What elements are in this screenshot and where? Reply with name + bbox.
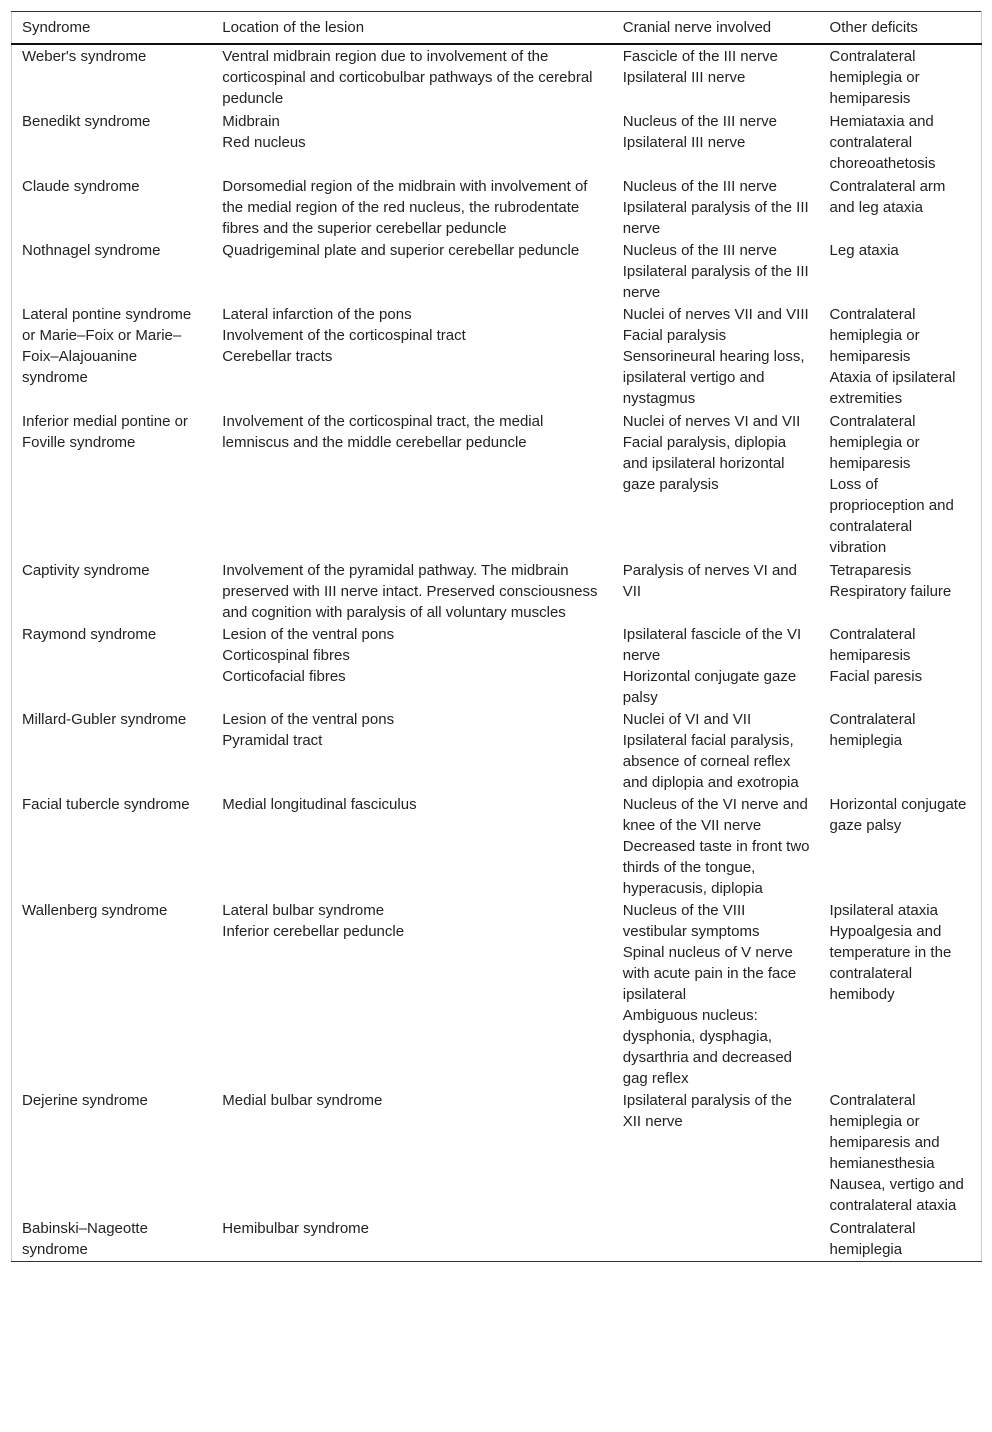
syndrome-cell: Claude syndrome: [22, 178, 140, 195]
syndromes-table: [11, 11, 982, 1262]
other-deficits-cell: Contralateral hemiplegia or hemiparesis and hemianesthesia Nausea, vertigo and contralateral ataxia: [829, 1092, 964, 1214]
syndrome-cell: Facial tubercle syndrome: [22, 796, 190, 813]
cranial-nerve-cell: Nuclei of nerves VII and VIII Facial paralysis Sensorineural hearing loss, ipsilateral vertigo and nystagmus: [622, 306, 809, 407]
syndrome-cell: Millard-Gubler syndrome: [22, 711, 187, 728]
other-deficits-cell: Horizontal conjugate gaze palsy: [829, 796, 967, 834]
location-cell: Dorsomedial region of the midbrain with involvement of the medial region of the red nucleus, the rubrodentate fibres and the superior cerebellar peduncle: [222, 178, 588, 237]
syndrome-cell: Inferior medial pontine or Foville syndrome: [22, 413, 188, 451]
other-deficits-cell: Leg ataxia: [829, 242, 899, 259]
table-row: [12, 303, 982, 410]
location-cell: Ventral midbrain region due to involvement of the corticospinal and corticobulbar pathways of the cerebral peduncle: [222, 48, 593, 107]
cranial-nerve-cell: Nuclei of VI and VII Ipsilateral facial paralysis, absence of corneal reflex and diplopia and exotropia: [622, 711, 799, 791]
table-row: [12, 899, 982, 1089]
cranial-nerve-cell: Ipsilateral fascicle of the VI nerve Horizontal conjugate gaze palsy: [622, 626, 802, 706]
table-row: [12, 1089, 982, 1217]
table-row: [12, 1217, 982, 1262]
table-row: [12, 708, 982, 793]
syndrome-cell: Raymond syndrome: [22, 626, 157, 643]
cranial-nerve-cell: Nucleus of the VI nerve and knee of the VII nerve Decreased taste in front two thirds of the tongue, hyperacusis, diplopia: [622, 796, 810, 897]
syndrome-cell: Nothnagel syndrome: [22, 242, 161, 259]
other-deficits-cell: Contralateral hemiplegia: [829, 711, 916, 749]
location-cell: Midbrain Red nucleus: [222, 113, 306, 151]
other-deficits-cell: Contralateral hemiplegia or hemiparesis Loss of proprioception and contralateral vibration: [829, 413, 954, 556]
syndrome-cell: Captivity syndrome: [22, 562, 150, 579]
cranial-nerve-cell: Fascicle of the III nerve Ipsilateral III nerve: [622, 48, 778, 86]
cranial-nerve-cell: [613, 1217, 820, 1262]
other-deficits-cell: Ipsilateral ataxia Hypoalgesia and temperature in the contralateral hemibody: [829, 902, 952, 1003]
table-row: [12, 110, 982, 175]
location-cell: Involvement of the corticospinal tract, the medial lemniscus and the middle cerebellar peduncle: [222, 413, 544, 451]
location-cell: Medial bulbar syndrome: [222, 1092, 383, 1109]
header-cranial-nerve: Cranial nerve involved: [613, 12, 820, 45]
other-deficits-cell: Contralateral hemiparesis Facial paresis: [829, 626, 923, 685]
location-cell: Hemibulbar syndrome: [222, 1220, 370, 1237]
location-cell: Medial longitudinal fasciculus: [222, 796, 417, 813]
location-cell: Lesion of the ventral pons Pyramidal tract: [222, 711, 395, 749]
table-row: [12, 239, 982, 303]
other-deficits-cell: Contralateral hemiplegia or hemiparesis Ataxia of ipsilateral extremities: [829, 306, 956, 407]
other-deficits-cell: Contralateral arm and leg ataxia: [829, 178, 946, 216]
table-row: [12, 410, 982, 559]
other-deficits-cell: Contralateral hemiplegia: [829, 1220, 916, 1258]
other-deficits-cell: Tetraparesis Respiratory failure: [829, 562, 952, 600]
cranial-nerve-cell: Nucleus of the VIII vestibular symptoms Spinal nucleus of V nerve with acute pain in the face ipsilateral Ambiguous nucleus: dysphonia, dysphagia, dysarthria and decreased gag reflex: [622, 902, 797, 1087]
table-row: [12, 44, 982, 110]
header-other-deficits: Other deficits: [820, 12, 982, 45]
cranial-nerve-cell: Nucleus of the III nerve Ipsilateral III nerve: [622, 113, 777, 151]
syndrome-cell: Dejerine syndrome: [22, 1092, 148, 1109]
cranial-nerve-cell: Nuclei of nerves VI and VII Facial paralysis, diplopia and ipsilateral horizontal gaze paralysis: [622, 413, 801, 493]
location-cell: Lateral infarction of the pons Involvement of the corticospinal tract Cerebellar tracts: [222, 306, 466, 365]
other-deficits-cell: Contralateral hemiplegia or hemiparesis: [829, 48, 920, 107]
location-cell: Quadrigeminal plate and superior cerebellar peduncle: [222, 242, 580, 259]
location-cell: Lesion of the ventral pons Corticospinal fibres Corticofacial fibres: [222, 626, 395, 685]
table-row: [12, 175, 982, 239]
header-location: Location of the lesion: [212, 12, 612, 45]
location-cell: Involvement of the pyramidal pathway. The midbrain preserved with III nerve intact. Preserved consciousness and cognition with paralysis of all voluntary muscles: [222, 562, 598, 621]
cranial-nerve-cell: Ipsilateral paralysis of the XII nerve: [622, 1092, 792, 1130]
header-syndrome: Syndrome: [12, 12, 213, 45]
table-row: [12, 793, 982, 899]
table-row: [12, 623, 982, 708]
cranial-nerve-cell: Nucleus of the III nerve Ipsilateral paralysis of the III nerve: [622, 178, 809, 237]
cranial-nerve-cell: Nucleus of the III nerve Ipsilateral paralysis of the III nerve: [622, 242, 809, 301]
cranial-nerve-cell: Paralysis of nerves VI and VII: [622, 562, 797, 600]
syndrome-cell: Wallenberg syndrome: [22, 902, 168, 919]
syndrome-cell: Weber's syndrome: [22, 48, 147, 65]
syndrome-cell: Lateral pontine syndrome or Marie–Foix or Marie–Foix–Alajouanine syndrome: [22, 306, 192, 386]
location-cell: Lateral bulbar syndrome Inferior cerebellar peduncle: [222, 902, 405, 940]
syndrome-cell: Benedikt syndrome: [22, 113, 151, 130]
header-row: [12, 12, 982, 45]
syndrome-cell: Babinski–Nageotte syndrome: [22, 1220, 148, 1258]
table-row: [12, 559, 982, 623]
other-deficits-cell: Hemiataxia and contralateral choreoathetosis: [829, 113, 936, 172]
